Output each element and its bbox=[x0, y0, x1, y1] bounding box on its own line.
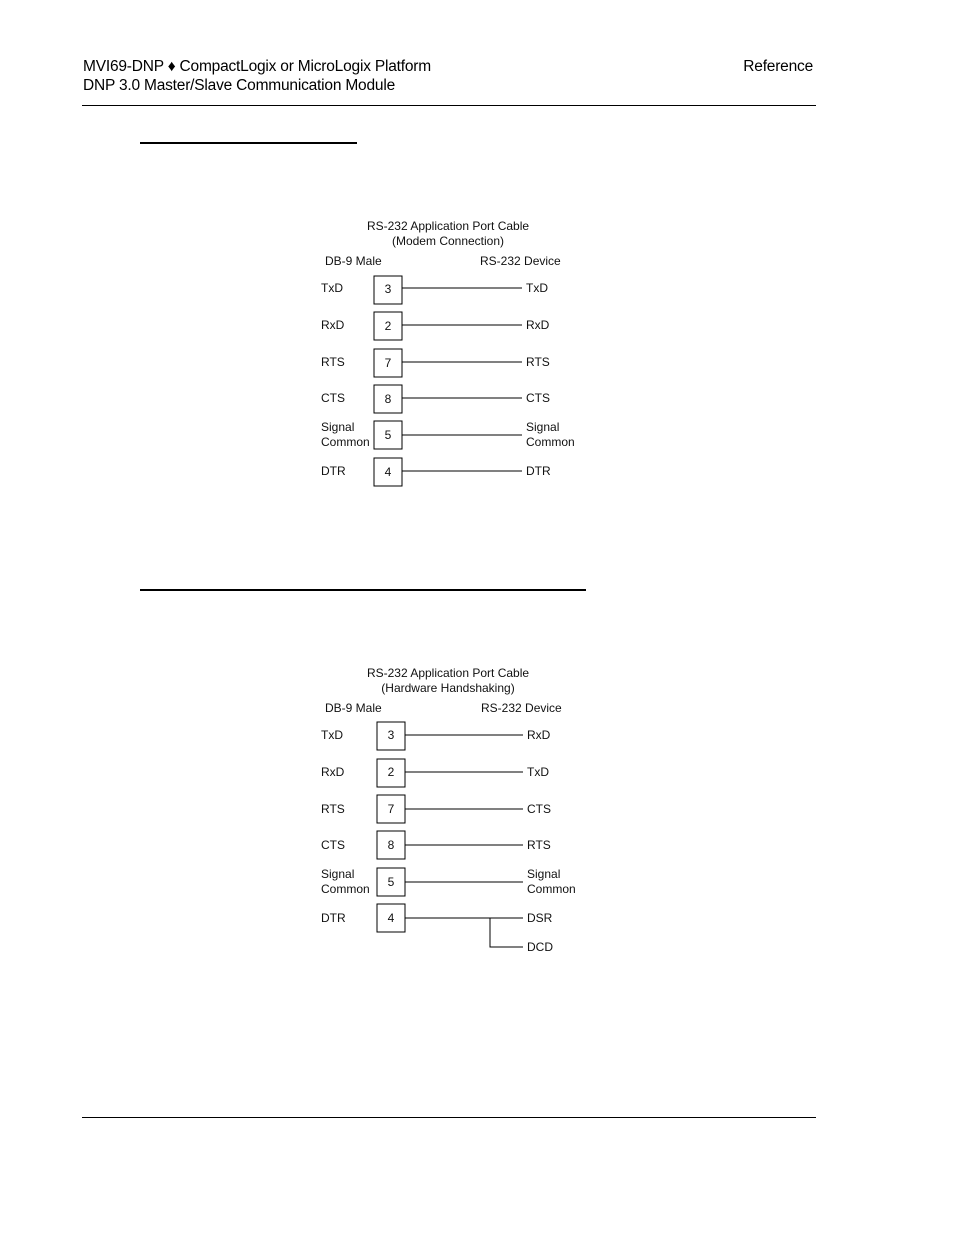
left-connector-header: DB-9 Male bbox=[325, 701, 382, 715]
footer-rule bbox=[82, 1117, 816, 1118]
right-signal-label: DTR bbox=[526, 464, 551, 478]
right-device-header: RS-232 Device bbox=[481, 701, 562, 715]
pin-number: 4 bbox=[387, 911, 395, 925]
right-signal-label: TxD bbox=[526, 281, 548, 295]
left-connector-header: DB-9 Male bbox=[325, 254, 382, 268]
left-signal-label: RTS bbox=[321, 355, 345, 369]
left-signal-label: TxD bbox=[321, 281, 343, 295]
pin-number: 8 bbox=[384, 392, 392, 406]
right-signal-label: CTS bbox=[526, 391, 550, 405]
left-signal-label: Common bbox=[321, 435, 370, 449]
right-signal-label: RxD bbox=[526, 318, 550, 332]
header-section-name: Reference bbox=[743, 58, 813, 75]
left-signal-label: RTS bbox=[321, 802, 345, 816]
right-signal-label-dcd: DCD bbox=[527, 940, 553, 954]
section-heading-underline-2 bbox=[140, 589, 586, 591]
left-signal-label: TxD bbox=[321, 728, 343, 742]
diagram-subtitle: (Modem Connection) bbox=[391, 234, 505, 248]
header-rule bbox=[82, 105, 816, 106]
pin-number: 7 bbox=[384, 356, 392, 370]
header-module-line: DNP 3.0 Master/Slave Communication Module bbox=[83, 77, 395, 94]
right-signal-label: Signal bbox=[527, 867, 561, 881]
pin-number: 2 bbox=[384, 319, 392, 333]
header-product-line: MVI69-DNP ♦ CompactLogix or MicroLogix Platform bbox=[83, 58, 431, 75]
left-signal-label: Common bbox=[321, 882, 370, 896]
right-signal-label: Common bbox=[526, 435, 575, 449]
right-signal-label: RTS bbox=[527, 838, 551, 852]
right-signal-label: CTS bbox=[527, 802, 551, 816]
right-signal-label: TxD bbox=[527, 765, 549, 779]
diagram-title: RS-232 Application Port Cable bbox=[366, 219, 530, 233]
cable-diagram-hardware-handshaking bbox=[312, 662, 582, 957]
cable-diagram-modem bbox=[312, 215, 582, 490]
left-signal-label: CTS bbox=[321, 838, 345, 852]
pin-number: 7 bbox=[387, 802, 395, 816]
pin-number: 2 bbox=[387, 765, 395, 779]
pin-number: 3 bbox=[387, 728, 395, 742]
diagram-title: RS-232 Application Port Cable bbox=[366, 666, 530, 680]
left-signal-label: CTS bbox=[321, 391, 345, 405]
section-heading-underline-1 bbox=[140, 142, 357, 144]
left-signal-label: DTR bbox=[321, 911, 346, 925]
left-signal-label: RxD bbox=[321, 318, 345, 332]
page-header-title bbox=[83, 57, 431, 95]
left-signal-label: RxD bbox=[321, 765, 345, 779]
pin-number: 4 bbox=[384, 465, 392, 479]
right-signal-label: RxD bbox=[527, 728, 551, 742]
diagram-subtitle: (Hardware Handshaking) bbox=[381, 681, 515, 695]
pin-number: 5 bbox=[384, 428, 392, 442]
right-signal-label: DSR bbox=[527, 911, 553, 925]
pin-number: 3 bbox=[384, 282, 392, 296]
right-signal-label: Signal bbox=[526, 420, 560, 434]
left-signal-label: Signal bbox=[321, 867, 355, 881]
right-device-header: RS-232 Device bbox=[480, 254, 561, 268]
pin-number: 8 bbox=[387, 838, 395, 852]
pin-number: 5 bbox=[387, 875, 395, 889]
right-signal-label: Common bbox=[527, 882, 576, 896]
branch-wire bbox=[490, 918, 523, 947]
left-signal-label: DTR bbox=[321, 464, 346, 478]
left-signal-label: Signal bbox=[321, 420, 355, 434]
right-signal-label: RTS bbox=[526, 355, 550, 369]
